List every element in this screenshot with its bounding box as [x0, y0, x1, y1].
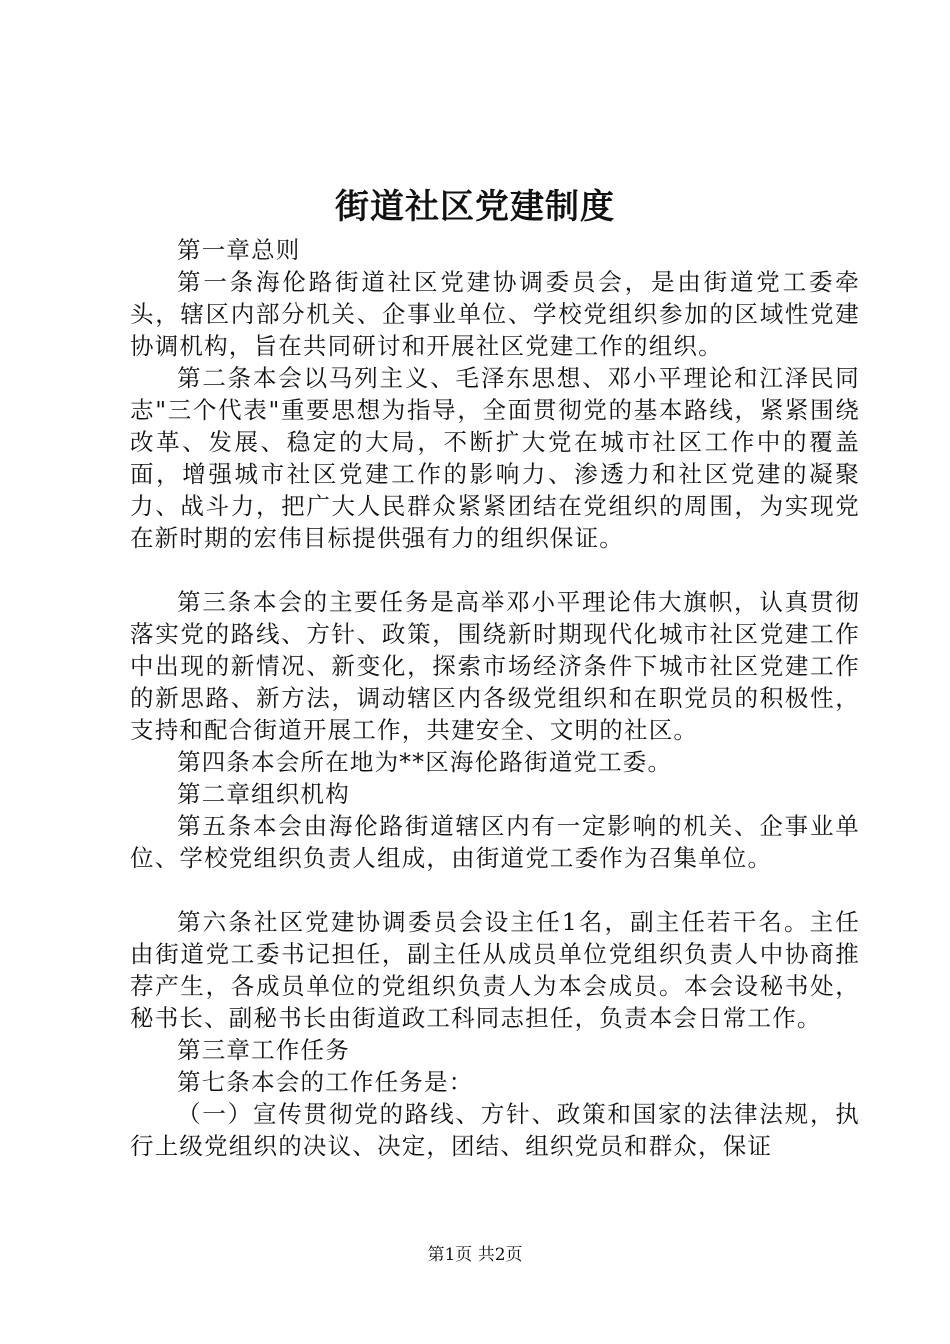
article-2: 第二条本会以马列主义、毛泽东思想、邓小平理论和江泽民同志"三个代表"重要思想为指导，全面贯彻党的基本路线，紧紧围绕改革、发展、稳定的大局，不断扩大党在城市社区工作中的覆盖面，增强城市社区党建工作的影响力、渗透力和社区党建的凝聚力、战斗力，把广大人民群众紧紧团结在党组织的周围，为实现党在新时期的宏伟目标提供强有力的组织保证。 — [130, 364, 860, 552]
chapter-heading-2: 第二章组织机构 — [177, 780, 350, 808]
article-6: 第六条社区党建协调委员会设主任1名，副主任若干名。主任由街道党工委书记担任，副主任从成员单位党组织负责人中协商推荐产生，各成员单位的党组织负责人为本会成员。本会设秘书处，秘书长、副秘书长由街道政工科同志担任，负责本会日常工作。 — [130, 908, 860, 1032]
page-number-footer: 第1页 共2页 — [427, 1245, 523, 1265]
article-5: 第五条本会由海伦路街道辖区内有一定影响的机关、企事业单位、学校党组织负责人组成，由街道党工委作为召集单位。 — [130, 812, 860, 872]
document-body — [130, 234, 860, 1162]
article-1: 第一条海伦路街道社区党建协调委员会，是由街道党工委牵头，辖区内部分机关、企事业单位、学校党组织参加的区域性党建协调机构，旨在共同研讨和开展社区党建工作的组织。 — [130, 268, 860, 360]
article-4: 第四条本会所在地为**区海伦路街道党工委。 — [177, 748, 673, 776]
chapter-heading-1: 第一章总则 — [177, 236, 301, 264]
paragraph-gap — [130, 874, 860, 906]
chapter-heading-3: 第三章工作任务 — [177, 1036, 350, 1064]
article-3: 第三条本会的主要任务是高举邓小平理论伟大旗帜，认真贯彻落实党的路线、方针、政策，围绕新时期现代化城市社区党建工作中出现的新情况、新变化，探索市场经济条件下城市社区党建工作的新思路、新方法，调动辖区内各级党组织和在职党员的积极性，支持和配合街道开展工作，共建安全、文明的社区。 — [130, 588, 860, 744]
article-7: 第七条本会的工作任务是： — [177, 1068, 474, 1096]
article-7-item-1: （一）宣传贯彻党的路线、方针、政策和国家的法律法规，执行上级党组织的决议、决定，团结、组织党员和群众，保证 — [130, 1100, 860, 1160]
document-title: 街道社区党建制度 — [335, 187, 615, 227]
paragraph-gap — [130, 554, 860, 586]
